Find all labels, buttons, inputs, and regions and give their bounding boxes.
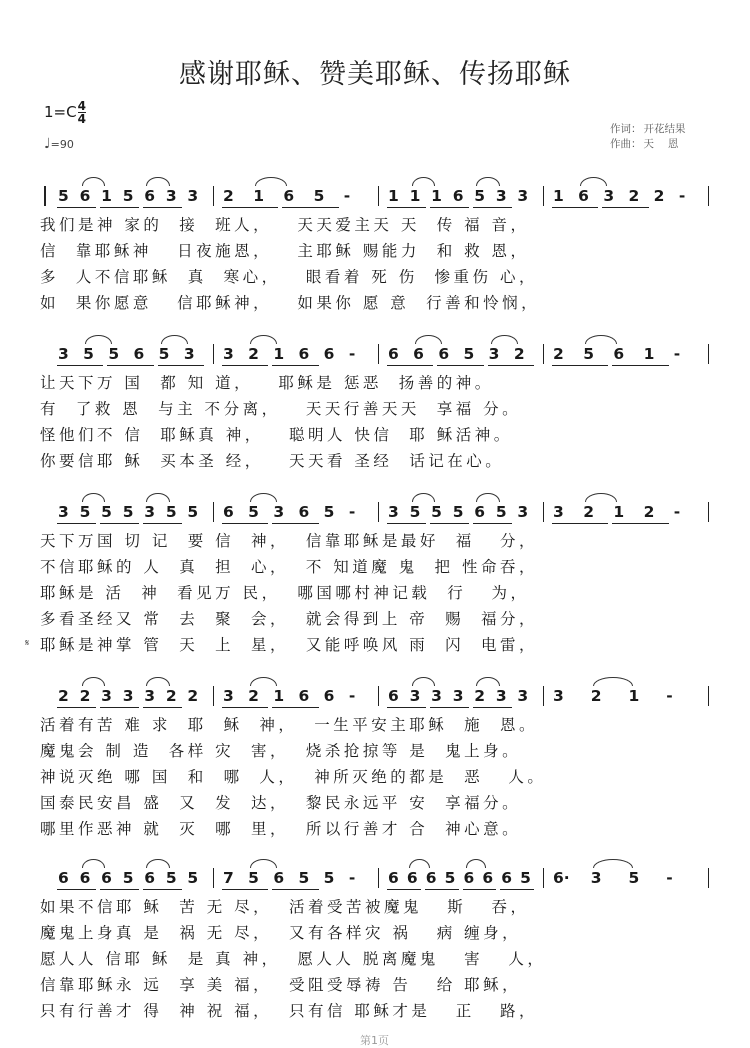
note: 5 xyxy=(248,503,259,521)
lyric-line: 多 人不信耶稣 真 寒心， 眼看着 死 伤 惨重伤 心， xyxy=(40,268,538,286)
note: 5 xyxy=(474,187,486,205)
bar-line xyxy=(708,344,709,364)
note: 3 xyxy=(517,687,529,705)
note: 5 xyxy=(187,503,199,521)
slur-arc xyxy=(476,493,500,502)
lyric-line: 哪里作恶神 就 灭 哪 里， 所以行善才 合 神心意。 xyxy=(40,820,522,838)
slur-arc xyxy=(146,177,170,186)
note: 5 xyxy=(101,503,112,521)
lyric-line: 天下万国 切 记 要 信 神， 信靠耶稣是最好 福 分， xyxy=(40,532,538,550)
note: 3 xyxy=(388,503,399,521)
note: 2 xyxy=(643,503,655,521)
lyric-line: 耶稣是神掌 管 天 上 星， 又能呼唤风 雨 闪 电雷， xyxy=(40,636,538,654)
note: 5 xyxy=(463,345,475,363)
beam-line xyxy=(500,889,534,890)
note: 7 xyxy=(223,869,234,887)
lyric-line: 魔鬼上身真 是 祸 无 尽， 又有各样灾 祸 病 缠身， xyxy=(40,924,522,942)
beam-line xyxy=(222,523,268,524)
note: 5 xyxy=(165,503,177,521)
beam-line xyxy=(387,523,426,524)
beam-line xyxy=(57,207,96,208)
note: 5 xyxy=(79,503,91,521)
note: 3 xyxy=(488,345,500,363)
tempo-marking xyxy=(44,136,74,152)
note: 6 xyxy=(388,687,399,705)
note: 5 xyxy=(323,503,335,521)
lyric-line: 怪他们不 信 耶稣真 神， 聪明人 快信 耶 稣活神。 xyxy=(40,426,513,444)
beam-line xyxy=(57,889,96,890)
notation-line xyxy=(0,186,750,210)
beam-line xyxy=(463,889,497,890)
beam-line xyxy=(425,889,459,890)
beam-line xyxy=(57,707,96,708)
note: 5 xyxy=(323,869,335,887)
note: 5 xyxy=(298,869,310,887)
beam-line xyxy=(437,365,483,366)
lyric-line: 不信耶稣的 人 真 担 心， 不 知道魔 鬼 把 性命吞， xyxy=(40,558,538,576)
slur-arc xyxy=(82,177,106,186)
slur-arc xyxy=(146,677,170,686)
time-denominator: 4 xyxy=(77,112,86,126)
note: 6 xyxy=(79,869,91,887)
note: 2 xyxy=(553,345,564,363)
dash-extension: - xyxy=(348,345,356,363)
note: 1 xyxy=(409,187,421,205)
bar-line xyxy=(378,344,379,364)
note: 3 xyxy=(603,187,615,205)
slur-arc xyxy=(466,859,487,868)
slur-arc xyxy=(250,859,277,868)
note: 6 xyxy=(474,503,486,521)
note: 5 xyxy=(58,187,69,205)
note: 6 xyxy=(273,869,285,887)
slur-arc xyxy=(255,177,287,186)
note: 5 xyxy=(495,503,507,521)
dash-extension: - xyxy=(343,187,351,205)
note: 6 xyxy=(406,869,418,887)
note: 6 xyxy=(223,503,234,521)
bar-line xyxy=(708,686,709,706)
slur-arc xyxy=(412,493,436,502)
note: 3 xyxy=(223,687,234,705)
lyric-line: 如果不信耶 稣 苦 无 尽， 活着受苦被魔鬼 斯 吞， xyxy=(40,898,530,916)
note: 6 xyxy=(323,687,335,705)
bar-line xyxy=(543,868,544,888)
slur-arc xyxy=(476,177,500,186)
note: 1 xyxy=(273,687,285,705)
note: 3 xyxy=(122,687,134,705)
note: 6 xyxy=(413,345,424,363)
beam-line xyxy=(387,889,421,890)
bar-line xyxy=(708,186,709,206)
beam-line xyxy=(100,707,139,708)
bar-line xyxy=(708,502,709,522)
slur-arc xyxy=(491,335,518,344)
note: 1 xyxy=(273,345,285,363)
slur-arc xyxy=(250,493,277,502)
slur-arc xyxy=(415,335,442,344)
note: 3 xyxy=(273,503,285,521)
dash-extension: - xyxy=(666,869,673,887)
beam-line xyxy=(100,889,139,890)
beam-line xyxy=(387,707,426,708)
bar-line xyxy=(378,686,379,706)
note: 6 xyxy=(298,345,310,363)
note: 3 xyxy=(553,503,564,521)
composer-label: 作曲： xyxy=(610,138,642,150)
beam-line xyxy=(107,365,153,366)
note: 6 xyxy=(438,345,450,363)
dash-extension: - xyxy=(348,869,356,887)
note: 3 xyxy=(409,687,421,705)
note: 1 xyxy=(431,187,442,205)
lyric-line: 如 果你愿意 信耶稣神， 如果你 愿 意 行善和怜悯， xyxy=(40,294,541,312)
beam-line xyxy=(473,523,512,524)
note: 6 xyxy=(79,187,91,205)
notation-line xyxy=(0,344,750,368)
beam-line xyxy=(430,707,469,708)
note: 3 xyxy=(144,687,156,705)
beam-line xyxy=(100,523,139,524)
slur-arc xyxy=(85,335,112,344)
note: 6 xyxy=(613,345,625,363)
lyric-line: 你要信耶 稣 买本圣 经， 天天看 圣经 话记在心。 xyxy=(40,452,505,470)
beam-line xyxy=(552,207,598,208)
note: 6 xyxy=(452,187,464,205)
note: 3 xyxy=(452,687,464,705)
note: 3 xyxy=(431,687,442,705)
beam-line xyxy=(473,207,512,208)
lyricist-line xyxy=(610,122,710,137)
note: 6 xyxy=(58,869,69,887)
bar-line xyxy=(378,186,379,206)
note: 1 xyxy=(628,687,640,705)
bar-line xyxy=(378,868,379,888)
repeat-sign xyxy=(44,186,49,206)
note: 5 xyxy=(108,345,120,363)
note: 6 xyxy=(463,869,475,887)
bar-line xyxy=(213,186,214,206)
note: 2 xyxy=(79,687,91,705)
note: 6 xyxy=(298,687,310,705)
segno-mark: 𝄋 xyxy=(25,638,30,649)
note: 2 xyxy=(58,687,69,705)
lyric-line: 只有行善才 得 神 祝 福， 只有信 耶稣才是 正 路， xyxy=(40,1002,538,1020)
time-numerator: 4 xyxy=(77,99,86,113)
notation-line xyxy=(0,868,750,892)
note: 5 xyxy=(452,503,464,521)
note: 3 xyxy=(495,187,507,205)
beam-line xyxy=(430,523,469,524)
beam-line xyxy=(488,365,534,366)
slur-arc xyxy=(580,177,607,186)
note: 3 xyxy=(101,687,112,705)
note: 3 xyxy=(590,869,602,887)
dash-extension: - xyxy=(348,503,356,521)
note: 2 xyxy=(187,687,199,705)
note: 1 xyxy=(253,187,264,205)
beam-line xyxy=(143,889,182,890)
lyric-line: 有 了救 恩 与主 不分离， 天天行善天天 享福 分。 xyxy=(40,400,522,418)
note: 6 xyxy=(425,869,437,887)
note: 5 xyxy=(122,187,134,205)
note: 2 xyxy=(248,687,259,705)
beam-line xyxy=(552,523,608,524)
beam-line xyxy=(222,365,268,366)
note: 5 xyxy=(83,345,94,363)
composer-line xyxy=(610,137,710,152)
note: 5 xyxy=(409,503,421,521)
note: 3 xyxy=(58,503,69,521)
lyricist-name: 开花结果 xyxy=(643,123,686,135)
note: 6 xyxy=(133,345,145,363)
beam-line xyxy=(158,365,204,366)
song-title: 感谢耶稣、赞美耶稣、传扬耶稣 xyxy=(179,59,571,90)
note: 6 xyxy=(388,869,399,887)
lyric-line: 信 靠耶稣神 日夜施恩， 主耶稣 赐能力 和 救 恩， xyxy=(40,242,530,260)
dash-extension: - xyxy=(666,687,673,705)
time-signature xyxy=(78,100,86,125)
bar-line xyxy=(213,686,214,706)
slur-arc xyxy=(585,493,617,502)
page-number: 第1页 xyxy=(360,1034,389,1047)
note: 5 xyxy=(431,503,442,521)
note: 6 xyxy=(323,345,335,363)
slur-arc xyxy=(82,859,106,868)
beam-line xyxy=(552,365,608,366)
beam-line xyxy=(143,523,182,524)
beam-line xyxy=(143,207,182,208)
lyricist-label: 作词： xyxy=(610,123,642,135)
note: 5 xyxy=(628,869,640,887)
note: 6 xyxy=(501,869,513,887)
note: 5 xyxy=(187,869,199,887)
lyric-line: 愿人人 信耶 稣 是 真 神， 愿人人 脱离魔鬼 害 人， xyxy=(40,950,547,968)
slur-arc xyxy=(593,677,633,686)
beam-line xyxy=(602,207,648,208)
lyric-line: 活着有苦 难 求 耶 稣 神， 一生平安主耶稣 施 恩。 xyxy=(40,716,538,734)
note: 2 xyxy=(474,687,486,705)
note: 6· xyxy=(553,869,570,887)
lyric-line: 信靠耶稣永 远 享 美 福， 受阻受辱祷 告 给 耶稣， xyxy=(40,976,522,994)
note: 1 xyxy=(553,187,564,205)
note: 5 xyxy=(313,187,325,205)
note: 2 xyxy=(223,187,234,205)
beam-line xyxy=(272,889,318,890)
note: 3 xyxy=(517,503,529,521)
slur-arc xyxy=(593,859,633,868)
beam-line xyxy=(57,523,96,524)
bar-line xyxy=(213,868,214,888)
note: 3 xyxy=(165,187,177,205)
note: 6 xyxy=(578,187,589,205)
key-signature xyxy=(44,100,86,125)
slur-arc xyxy=(412,677,436,686)
beam-line xyxy=(100,207,139,208)
notation-line xyxy=(0,502,750,526)
beam-line xyxy=(272,707,318,708)
note: 3 xyxy=(58,345,69,363)
note: 6 xyxy=(388,345,399,363)
note: 5 xyxy=(158,345,170,363)
slur-arc xyxy=(146,859,170,868)
lyric-line: 让天下万 国 都 知 道， 耶稣是 惩恶 扬善的神。 xyxy=(40,374,494,392)
beam-line xyxy=(282,207,338,208)
beam-line xyxy=(430,207,469,208)
beam-line xyxy=(143,707,182,708)
note: 5 xyxy=(248,869,259,887)
bar-line xyxy=(213,502,214,522)
note: 5 xyxy=(520,869,531,887)
note: 3 xyxy=(144,503,156,521)
note: 6 xyxy=(144,187,156,205)
bar-line xyxy=(543,502,544,522)
note: 2 xyxy=(653,187,665,205)
beam-line xyxy=(272,523,318,524)
slur-arc xyxy=(412,177,436,186)
note: 6 xyxy=(144,869,156,887)
dash-extension: - xyxy=(348,687,356,705)
lyric-line: 魔鬼会 制 造 各样 灾 害， 烧杀抢掠等 是 鬼上身。 xyxy=(40,742,522,760)
slur-arc xyxy=(250,677,277,686)
beam-line xyxy=(612,523,668,524)
slur-arc xyxy=(476,677,500,686)
dash-extension: - xyxy=(673,503,681,521)
note: 2 xyxy=(590,687,602,705)
slur-arc xyxy=(409,859,430,868)
bar-line xyxy=(378,502,379,522)
bar-line xyxy=(543,686,544,706)
slur-arc xyxy=(585,335,617,344)
slur-arc xyxy=(161,335,188,344)
beam-line xyxy=(387,365,433,366)
slur-arc xyxy=(146,493,170,502)
beam-line xyxy=(222,707,268,708)
beam-line xyxy=(222,889,268,890)
note: 3 xyxy=(187,187,199,205)
beam-line xyxy=(387,207,426,208)
note: 1 xyxy=(101,187,112,205)
note: 1 xyxy=(388,187,399,205)
notation-line xyxy=(0,686,750,710)
bar-line xyxy=(708,868,709,888)
lyric-line: 多看圣经又 常 去 聚 会， 就会得到上 帝 赐 福分， xyxy=(40,610,538,628)
note: 5 xyxy=(444,869,456,887)
note: 2 xyxy=(513,345,525,363)
note: 6 xyxy=(482,869,494,887)
beam-line xyxy=(57,365,103,366)
composer-name: 天 恩 xyxy=(643,138,679,150)
note: 3 xyxy=(553,687,564,705)
tempo-value: =90 xyxy=(50,138,74,151)
note: 1 xyxy=(643,345,655,363)
beam-line xyxy=(473,707,512,708)
slur-arc xyxy=(82,493,106,502)
lyric-line: 耶稣是 活 神 看见万 民， 哪国哪村神记载 行 为， xyxy=(40,584,530,602)
lyric-line: 国泰民安昌 盛 又 发 达， 黎民永远平 安 享福分。 xyxy=(40,794,522,812)
beam-line xyxy=(612,365,668,366)
beam-line xyxy=(272,365,318,366)
bar-line xyxy=(543,186,544,206)
dash-extension: - xyxy=(678,187,686,205)
note: 5 xyxy=(122,503,134,521)
note: 5 xyxy=(583,345,594,363)
lyric-line: 神说灭绝 哪 国 和 哪 人， 神所灭绝的都是 恶 人。 xyxy=(40,768,547,786)
note: 2 xyxy=(165,687,177,705)
note: 3 xyxy=(517,187,529,205)
note: 2 xyxy=(248,345,259,363)
note: 6 xyxy=(298,503,310,521)
credits xyxy=(610,122,710,152)
note: 6 xyxy=(101,869,112,887)
lyric-line: 我们是神 家的 接 班人， 天天爱主天 天 传 福 音， xyxy=(40,216,530,234)
key-prefix: 1=C xyxy=(44,103,77,121)
quarter-note-icon: ♩ xyxy=(44,136,51,152)
note: 6 xyxy=(283,187,295,205)
note: 5 xyxy=(165,869,177,887)
dash-extension: - xyxy=(673,345,681,363)
note: 3 xyxy=(183,345,195,363)
bar-line xyxy=(543,344,544,364)
note: 1 xyxy=(613,503,625,521)
beam-line xyxy=(222,207,278,208)
bar-line xyxy=(213,344,214,364)
note: 3 xyxy=(223,345,234,363)
note: 3 xyxy=(495,687,507,705)
slur-arc xyxy=(82,677,106,686)
note: 2 xyxy=(583,503,594,521)
note: 5 xyxy=(122,869,134,887)
note: 2 xyxy=(628,187,640,205)
slur-arc xyxy=(250,335,277,344)
